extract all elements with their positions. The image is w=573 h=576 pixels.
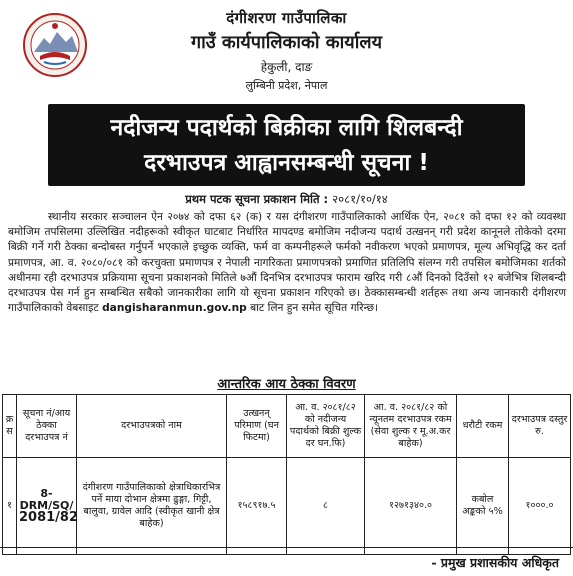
notice-code-line1: 8-DRM/SQ/ — [19, 487, 74, 512]
table-row — [3, 458, 571, 555]
header-sn: क्र स — [3, 395, 17, 458]
cell-quantity: १५८९१७.५ — [227, 458, 287, 555]
header-quantity: उत्खनन् परिमाण (घन फिटमा) — [227, 395, 287, 458]
cell-deposit: कबोल अङ्कको ५% — [457, 458, 509, 555]
tender-table — [2, 394, 571, 555]
office-name: गाउँ कार्यपालिकाको कार्यालय — [190, 32, 383, 53]
notice-paragraph: स्थानीय सरकार सञ्चालन ऐन २०७४ को दफा ६२ (क) र यस दंगीशरण गाउँपालिकाको आर्थिक ऐन, २०८१ को दफा १२ को व्यवस्था बमोजिम तपसिलमा उल्लिखित नदीहरूको स्वीकृत घाटबाट निर्धारित मापदण्ड बमोजिम नदीजन्य पदार्थ उत्खनन् गरी प्रदेश कानूनले तोकेको दरमा बिक्री गर्ने गरी ठेक्का बन्दोबस्त गर्नुपर्ने भएकाले इच्छुक व्यक्ति, फर्म वा कम्पनीहरूले फर्मको नवीकरण भएको प्रमाणपत्र, मूल्य अभिवृद्धि कर दर्ता प्रमाणपत्र, आ. व. २०८०/०८१ को करचुक्ता प्रमाणपत्र र नेपाली नागरिकता प्रमाणपत्रको प्रमाणित प्रतिलिपि संलग्न गरी तपसिल बमोजिमका शर्तको अधीनमा रही दरभाउपत्र प्रक्रियामा सूचना प्रकाशनको मितिले ७औं दिनभित्र दरभाउपत्र फाराम खरिद गरी ८औं दिनको दिउँसो १२ बजेभित्र शिलबन्दी दरभाउपत्र पेस गर्न हुन सम्बन्धित सबैको जानकारीका लागि यो सूचना प्रकाशन गरिएको छ। ठेक्कासम्बन्धी शर्तहरू तथा अन्य जानकारी दंगीशरण गाउँपालिकाको वेबसाइट — [8, 211, 566, 315]
office-location: हेकुली, दाङ — [260, 60, 313, 74]
notice-title-line2: दरभाउपत्र आह्वानसम्बन्धी सूचना ! — [144, 150, 429, 176]
publication-date: २०८१/१०/१४ — [332, 192, 388, 206]
section-title: आन्तरिक आय ठेक्का विवरण — [217, 377, 356, 392]
municipality-name: दंगीशरण गाउँपालिका — [226, 9, 347, 27]
header-tender-name: दरभाउपत्रको नाम — [77, 395, 227, 458]
website-link[interactable]: dangisharanmun.gov.np — [102, 302, 247, 315]
header-deposit: धरौटी रकम — [457, 395, 509, 458]
table-header-row — [3, 395, 571, 458]
publication-date-label: प्रथम पटक सूचना प्रकाशन मिति : — [185, 192, 329, 206]
cell-rate: ८ — [287, 458, 365, 555]
notice-title-banner — [48, 104, 525, 186]
signoff-divider — [0, 547, 573, 548]
notice-title-line1: नदीजन्य पदार्थको बिक्रीका लागि शिलबन्दी — [110, 115, 463, 141]
notice-paragraph-tail: बाट लिन हुन समेत सूचित गरिन्छ। — [250, 302, 379, 315]
cell-notice-no — [17, 458, 77, 555]
signoff-title: - प्रमुख प्रशासकीय अधिकृत — [431, 555, 559, 570]
publication-date-line — [0, 192, 573, 207]
cell-fee: १०००.० — [509, 458, 571, 555]
cell-sn: १ — [3, 458, 17, 555]
cell-tender-name: दंगीशरण गाउँपालिकाको क्षेत्राधिकारभित्र पर्ने माया दोभान क्षेत्रमा ढुङ्गा, गिट्टी, बालुवा, ग्रावेल आदि (स्वीकृत खानी क्षेत्र बाहेक) — [77, 458, 227, 555]
header-fee: दरभाउपत्र दस्तुर रु. — [509, 395, 571, 458]
notice-body — [8, 210, 566, 316]
province-country: लुम्बिनी प्रदेश, नेपाल — [245, 79, 328, 92]
header-min-amount: आ. व. २०८१/८२ को न्यूनतम दरभाउपत्र रकम (सेवा शुल्क र मू.अ.कर बाहेक) — [365, 395, 457, 458]
cell-min-amount: १२७१३४०.० — [365, 458, 457, 555]
notice-code-line2: 2081/82 — [19, 510, 79, 525]
header-notice-no: सूचना नं/आय ठेक्का दरभाउपत्र नं — [17, 395, 77, 458]
header-rate: आ. व. २०८१/८२ को नदीजन्य पदार्थको बिक्री शुल्क दर घन.फि) — [287, 395, 365, 458]
